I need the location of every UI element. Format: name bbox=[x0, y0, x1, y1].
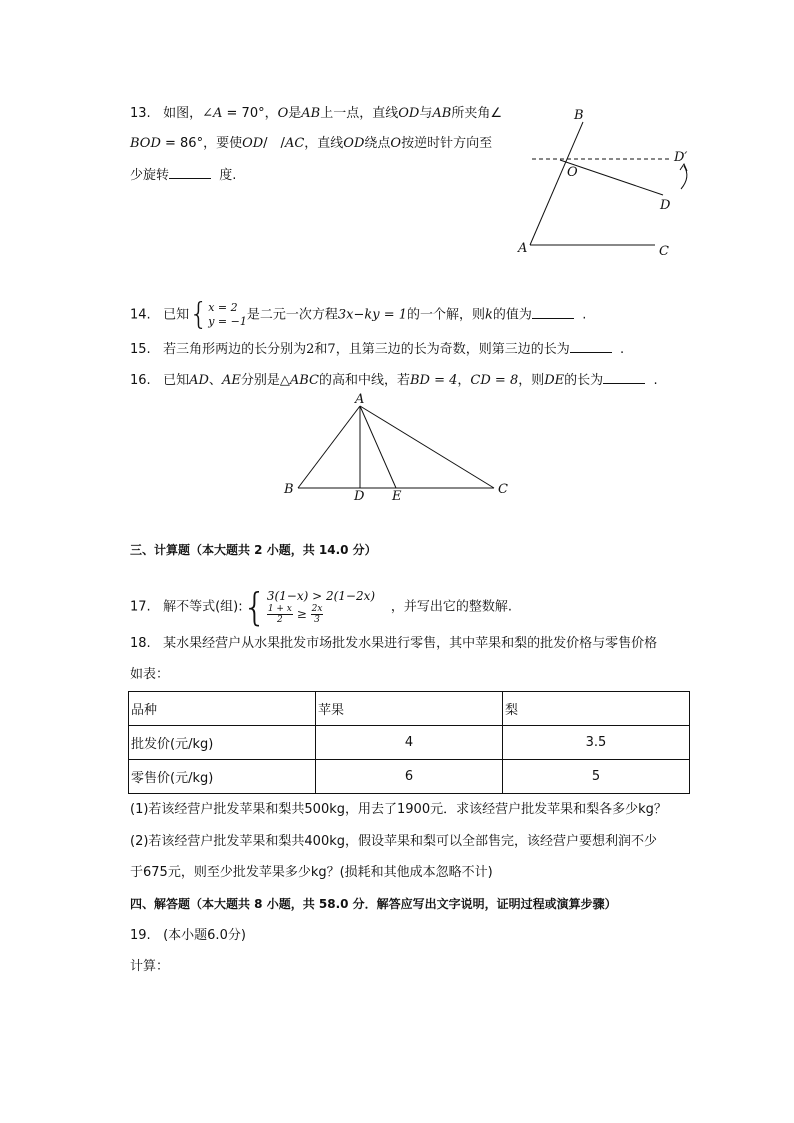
label-C: C bbox=[498, 482, 508, 497]
table-header-cell: 苹果 bbox=[316, 692, 503, 726]
side-AB bbox=[298, 406, 360, 488]
side-AC bbox=[360, 406, 494, 488]
q13-line3: 少旋转 度. bbox=[130, 164, 236, 186]
table-row bbox=[129, 760, 690, 794]
q19-header: 19. (本小题6.0分) bbox=[130, 928, 246, 943]
table-header-cell: 梨 bbox=[503, 692, 690, 726]
label-C: C bbox=[659, 244, 669, 259]
table-cell-label: 批发价(元/kg) bbox=[129, 726, 316, 760]
q18-part1: (1)若该经营户批发苹果和梨共500kg，用去了1900元．求该经营户批发苹果和梨各多少kg？ bbox=[130, 802, 667, 817]
q18-intro-line2: 如表： bbox=[130, 667, 170, 682]
q16-line: 16. 已知AD、AE分别是△ABC的高和中线，若BD = 4，CD = 8，则DE的长为 . bbox=[130, 369, 658, 391]
label-D: D bbox=[660, 198, 671, 213]
q18-part2-line1: (2)若该经营户批发苹果和梨共400kg，假设苹果和梨可以全部售完，该经营户要想利润不少 bbox=[130, 834, 658, 849]
q14-line: 14. 已知{ x = 2 y = −1 是二元一次方程3x−ky = 1的一个解，则k的值为 . bbox=[130, 297, 587, 332]
table-cell: 3.5 bbox=[503, 726, 690, 760]
q19-prompt: 计算： bbox=[130, 959, 170, 974]
table-cell: 6 bbox=[316, 760, 503, 794]
label-B: B bbox=[284, 482, 294, 497]
label-A: A bbox=[518, 241, 528, 256]
median-AE bbox=[360, 406, 396, 488]
label-D: D bbox=[354, 489, 365, 504]
label-B: B bbox=[574, 108, 584, 123]
table-header-cell: 品种 bbox=[129, 692, 316, 726]
system-brace: { bbox=[189, 297, 209, 332]
equation-system: x = 2 y = −1 bbox=[208, 301, 247, 328]
label-D-prime: D′ bbox=[674, 150, 688, 165]
label-E: E bbox=[392, 489, 402, 504]
table-cell-label: 零售价(元/kg) bbox=[129, 760, 316, 794]
q13-line2: BOD = 86°，要使OD/ /AC，直线OD绕点O按逆时针方向至 bbox=[130, 136, 493, 151]
label-O: O bbox=[567, 165, 578, 180]
table-cell: 5 bbox=[503, 760, 690, 794]
q13-line1: 13. 如图，∠A = 70°，O是AB上一点，直线OD与AB所夹角∠ bbox=[130, 106, 502, 121]
inequality-system: 3(1−x) > 2(1−2x) $\frac{1 + x}{2}$ ≥ $\frac{2x}{3}$ bbox=[266, 589, 376, 625]
q18-intro-line1: 18. 某水果经营户从水果批发市场批发水果进行零售，其中苹果和梨的批发价格与零售价格 bbox=[130, 636, 658, 651]
section-4-heading: 四、解答题（本大题共 8 小题，共 58.0 分．解答应写出文字说明，证明过程或演算步骤） bbox=[130, 897, 617, 911]
system-brace: { bbox=[242, 585, 267, 629]
q15-line: 15. 若三角形两边的长分别为2和7，且第三边的长为奇数，则第三边的长为 . bbox=[130, 338, 624, 360]
price-table bbox=[128, 691, 690, 794]
table-row bbox=[129, 726, 690, 760]
q17-line: 17. 解不等式(组):{ 3(1−x) > 2(1−2x) $\frac{1 + x}{2}$ ≥ $\frac{2x}{3}$ ，并写出它的整数解. bbox=[130, 585, 512, 629]
label-A: A bbox=[355, 392, 365, 407]
table-header-row bbox=[129, 692, 690, 726]
section-3-heading: 三、计算题（本大题共 2 小题，共 14.0 分） bbox=[130, 543, 377, 557]
q18-part2-line2: 于675元，则至少批发苹果多少kg？(损耗和其他成本忽略不计) bbox=[130, 865, 493, 880]
table-cell: 4 bbox=[316, 726, 503, 760]
